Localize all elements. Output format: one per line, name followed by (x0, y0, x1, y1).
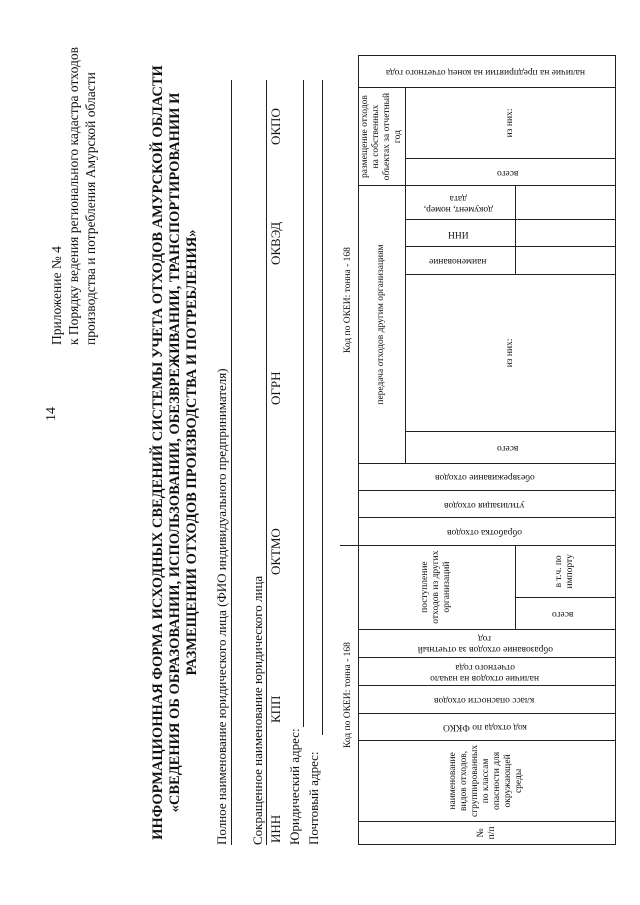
col-transfer-of: из них: (405, 274, 615, 432)
col-end: наличие на предприятии на конец отчетного года (384, 66, 585, 77)
col-transfer-total: всего (497, 442, 519, 453)
kpp-label: КПП (268, 695, 283, 723)
col-transfer-doc: документ, номер, дата (423, 192, 493, 214)
okpo-label: ОКПО (268, 108, 283, 145)
ogrn-label: ОГРН (268, 371, 283, 405)
col-utilization: утилизация отходов (444, 499, 525, 510)
postal-address-line (322, 80, 323, 735)
col-received-import: в т.ч. по импорту (515, 545, 615, 598)
col-processing: обработка отходов (447, 526, 522, 537)
col-formed: образование отходов за отчетный год (416, 633, 553, 655)
okei-right: Код по ОКЕИ: тонна - 168 (340, 56, 358, 546)
col-name: наименование видов отходов, сгруппированных по классам опасности для окружающей среды (358, 740, 615, 821)
full-name-label: Полное наименование юридического лица (ФИО индивидуального предпринимателя) (214, 368, 229, 845)
inn-label: ИНН (268, 814, 283, 843)
col-received-total: всего (552, 608, 574, 619)
appendix-line-3: производства и потребления Амурской области (83, 72, 98, 345)
col-placement: размещение отходов на собственных объектах за отчетный год (358, 87, 405, 186)
col-placement-of: из них: (405, 87, 615, 158)
appendix-block (48, 47, 99, 345)
col-transfer-inn: ИНН (447, 228, 469, 239)
waste-table (340, 55, 616, 845)
col-placement-total: всего (497, 167, 519, 178)
oktmo-label: ОКТМО (268, 528, 283, 575)
col-num: № п/п (358, 821, 615, 844)
appendix-line-1: Приложение № 4 (49, 246, 64, 345)
title-line-1: ИНФОРМАЦИОННАЯ ФОРМА ИСХОДНЫХ СВЕДЕНИЙ СИСТЕМЫ УЧЕТА ОТХОДОВ АМУРСКОЙ ОБЛАСТИ (150, 65, 166, 840)
col-transfer: передача отходов другим организациям (358, 186, 405, 463)
form-title (150, 0, 201, 905)
short-name-label: Сокращенное наименование юридического лица (250, 575, 265, 845)
short-name-line (266, 80, 267, 845)
okved-label: ОКВЭД (268, 221, 283, 265)
col-transfer-name: наименование (429, 255, 487, 266)
col-fkko: код отхода по ФККО (442, 722, 527, 733)
title-line-2: «СВЕДЕНИЯ ОБ ОБРАЗОВАНИИ, ИСПОЛЬЗОВАНИИ, ОБЕЗВРЕЖИВАНИИ, ТРАНСПОРТИРОВАНИИ И (167, 92, 183, 813)
legal-address-line (303, 80, 304, 727)
full-name-line (231, 80, 232, 845)
legal-address-label: Юридический адрес: (287, 728, 302, 845)
title-line-3: РАЗМЕЩЕНИИ ОТХОДОВ ПРОИЗВОДСТВА И ПОТРЕБЛЕНИЯ» (184, 229, 200, 676)
col-received: поступление отходов из других организаций (358, 545, 515, 629)
col-class: класс опасности отходов (434, 694, 535, 705)
okei-left: Код по ОКЕИ: тонна - 168 (340, 545, 358, 844)
postal-address-label: Почтовый адрес: (306, 751, 321, 845)
appendix-line-2: к Порядку ведения регионального кадастра отходов (66, 47, 81, 345)
col-neutralization: обезвреживание отходов (434, 472, 535, 483)
col-start: наличие отходов на начало отчетного года (430, 661, 539, 683)
page-number: 14 (44, 407, 59, 421)
